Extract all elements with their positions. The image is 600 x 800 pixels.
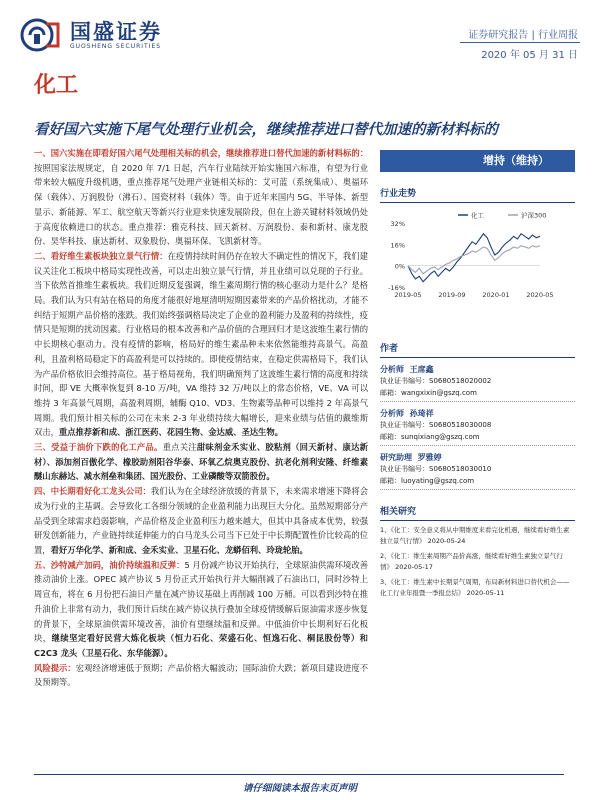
x-tick-label: 2020-05	[526, 291, 554, 299]
logo-cn-text: 国盛证券	[70, 19, 162, 44]
report-headline: 看好国六实施下尾气处理行业机会，继续推荐进口替代加速的新材料标的	[34, 122, 498, 138]
section-2-bold: 重点推荐新和成、浙江医药、花园生物、金达威、圣达生物。	[58, 427, 283, 438]
rating-badge: 增持（维持）	[380, 150, 575, 172]
page-footer	[0, 772, 600, 800]
author-email[interactable]: 邮箱：luoyating@gszq.com	[380, 477, 475, 485]
author-role: 分析师	[380, 409, 404, 418]
related-date: 2020-05-24	[427, 537, 466, 545]
author-role: 研究助理	[380, 453, 412, 462]
company-logo	[20, 18, 162, 52]
related-text: 《化工：安全意义将从中期维度来看完化机遇，继续看好维生素独立景气行情》	[380, 526, 570, 545]
section-4-bold: 看好万华化学、新和成、金禾实业、卫星石化、龙蟒佰利、玲珑轮胎。	[50, 544, 308, 555]
trend-title: 行业走势	[380, 186, 575, 203]
section-4-text: 我们认为在全球经济放缓的背景下，未来需求增速下降将会成为行业的主基调。会导致化工各细分领域的企业盈利能力出现巨大分化。虽然短期部分产品受到全球需求趋弱影响，产品价格及企业盈利压力越来越大，但其中具备成本优势，较强研发创新能力，产业链持续延伸能力的白马龙头公司当下已处于中长期配置性价比较高的位置，	[34, 486, 368, 555]
divider	[380, 401, 575, 402]
y-tick-label: 16%	[390, 241, 405, 250]
related-item[interactable]	[380, 577, 575, 599]
section-1	[34, 146, 368, 249]
authors-title: 作者	[380, 341, 575, 358]
related-item[interactable]	[380, 525, 575, 547]
sector-title: 化工	[34, 73, 79, 98]
related-date: 2020-05-11	[466, 589, 505, 597]
section-3-text: 重点关注	[162, 442, 197, 453]
series-line-chem	[408, 234, 540, 282]
x-tick-label: 2019-09	[438, 291, 466, 299]
related-item[interactable]	[380, 551, 575, 573]
related-text: 《化工：维生素周期产品价高涨，继续看好维生素独立景气行情》	[380, 552, 563, 571]
author-name: 王席鑫	[409, 365, 434, 374]
section-5-bold: 继续坚定看好民营大炼化板块（恒力石化、荣盛石化、恒逸石化、桐昆股份等）和 C2C3 龙头（卫星石化、东华能源）。	[34, 633, 368, 658]
report-date: 2020 年 05 月 31 日	[481, 50, 578, 61]
author-item	[380, 408, 575, 446]
related-num: 3、	[380, 578, 391, 586]
report-type: 证券研究报告 | 行业周报	[468, 30, 578, 41]
section-3-bold: 甜味剂金禾实业、胶粘剂（回天新材、康达新材）、添加剂百傲化学、橡胶助剂阳谷华泰、环氧乙烷奥克股份、抗老化剂利安隆、纤维素醚山东赫达、减水剂垒和集团、国光股份、工业磷酸等双箭股份。	[34, 442, 368, 482]
divider	[380, 445, 575, 446]
section-2-text: 在疫情持续时间仍存在较大不确定性的情况下，我们建议关注化工板块中格局实现性改善，可以走出独立景气行情，并且业绩可以兑现的子行业。当下依然首推维生素板块。我们近期反复强调，维生素周期行情的核心驱动力是什么？是格局。我们认为只有站在格局的角度才能很好地厘清明短期因素带来的产品价格扰动，才能不纠结于短期产品价格的涨跌。我们始终强调格局决定了企业的盈利能力及盈利的持续性，疫情只是短期的扰动因素。行业格局的根本改善和产品价值的合理回归才是这波维生素行情的中长期核心驱动力。没有疫情的影响，格局好的维生素品种未来依然能维持高景气。高盈利，且盈利格局稳定下的高盈利是可以持续的。即使疫情结束，在稳定供需格局下，我们认为产品价格依旧会维持高位。基于格局视角，我们明确预判了这波维生素行情的高度和持续时间，即 VE 大概率恢复到 8-10 万/吨，VA 维持 32 万/吨以上的常态价格，VE、VA 可以维持 3 年高景气周期，高盈利周期，辅酶 Q10、VD3、生物素等品种可以维持 2 年高景气周期。我们预计相关标的公司在未来 2-3 年业绩持续大幅增长，迎来业绩与估值的戴维斯双击，	[34, 250, 368, 438]
trend-chart	[380, 209, 575, 305]
y-tick-label: 0%	[394, 262, 405, 271]
author-email[interactable]: 邮箱：wangxixin@gszq.com	[380, 389, 477, 397]
x-tick-label: 2019-05	[394, 291, 422, 299]
related-text: 《化工：维生素中长期景气周期，布局新材料进口替代机会——化工行业年报暨一季报总结》	[380, 578, 570, 597]
author-item	[380, 364, 575, 402]
section-5	[34, 558, 368, 661]
trend-chart-svg	[380, 209, 575, 305]
section-2	[34, 249, 368, 440]
risk-section	[34, 661, 368, 690]
y-tick-label: -16%	[388, 284, 405, 292]
related-title: 相关研究	[380, 504, 575, 521]
divider	[380, 489, 575, 490]
legend-label: 化工	[471, 211, 484, 220]
section-3-heading: 三、受益于油价下跌的化工产品。	[34, 442, 163, 453]
risk-text: 宏观经济增速低于预期；产品价格大幅波动；国际油价大跌；新项目建设进度不及预期等。	[34, 662, 368, 688]
logo-en-text: GUOSHENG SECURITIES	[70, 42, 162, 50]
footer-divider	[34, 774, 564, 775]
related-num: 2、	[380, 552, 391, 560]
section-1-text: 按照国家法规规定，自 2020 年 7/1 日起，汽车行业陆续开始实施国六标准，有望为行业带来较大幅度升级机遇，重点推荐尾气处理产业链相关标的：艾可蓝（系统集成）、奥福环保（载体）、万润股份（沸石）、国瓷材料（载体）等。由于近年来国内 5G、半导体、新型显示、新能源、军工、航空航天等新兴行业迎来快速发展阶段，但在上游关键材料领域仍处于高度依赖进口的状态。重点推荐：雅克科技、回天新材、万润股份、泰和新材、康龙股份、昊华科技、康达新材、双象股份、奥福环保、飞凯新材等。	[34, 162, 368, 247]
section-5-heading: 五、沙特减产加码，油价持续温和反弹：	[34, 559, 185, 570]
report-header	[0, 0, 600, 96]
author-name: 罗雅婷	[417, 453, 442, 462]
section-5-text: 5 月份减产协议开始执行，全球原油供需环境改善推动油价上涨。OPEC 减产协议 5 月份正式开始执行并大幅削减了石油出口，同时沙特上周宣布，将在 6 月份把石油日产量在减产协议基础上再削减 100 万桶。可以看到沙特在推升油价上非常有动力，我们预计后续在减产协议执行叠加全球疫情缓解后原油需求逐步恢复的背景下，全球原油供需环境改善，油价有望继续温和反弹。中低油价中长期利好石化板块，	[34, 559, 368, 644]
legend-label: 沪深300	[521, 211, 547, 220]
author-cert: 执业证书编号：S0680518030008	[380, 421, 492, 429]
main-body	[34, 146, 368, 690]
related-date: 2020-05-17	[395, 563, 433, 571]
author-cert: 执业证书编号：S0680518020002	[380, 377, 492, 385]
author-name: 孙琦祥	[409, 409, 434, 418]
author-email[interactable]: 邮箱：sunqixiang@gszq.com	[380, 433, 480, 441]
section-4	[34, 484, 368, 558]
related-research	[380, 504, 575, 599]
author-cert: 执业证书编号：S0680518030010	[380, 465, 492, 473]
risk-heading: 风险提示：	[34, 662, 76, 673]
section-3	[34, 440, 368, 484]
author-item	[380, 452, 575, 490]
section-4-heading: 四、中长期看好化工龙头公司：	[34, 486, 151, 497]
header-divider	[460, 42, 580, 43]
x-tick-label: 2020-01	[482, 291, 510, 299]
logo-icon	[20, 18, 64, 52]
y-tick-label: 32%	[390, 220, 405, 228]
section-2-heading: 二、看好维生素板块独立景气行情：	[34, 250, 168, 261]
section-1-heading: 一、国六实施在即看好国六尾气处理相关标的机会，继续推荐进口替代加速的新材料标的：	[34, 148, 368, 158]
authors-block	[380, 341, 575, 490]
author-role: 分析师	[380, 365, 404, 374]
sidebar	[380, 146, 575, 599]
footer-text: 请仔细阅读本报告末页声明	[242, 783, 357, 794]
series-line-index	[408, 246, 540, 274]
related-num: 1、	[380, 526, 391, 534]
